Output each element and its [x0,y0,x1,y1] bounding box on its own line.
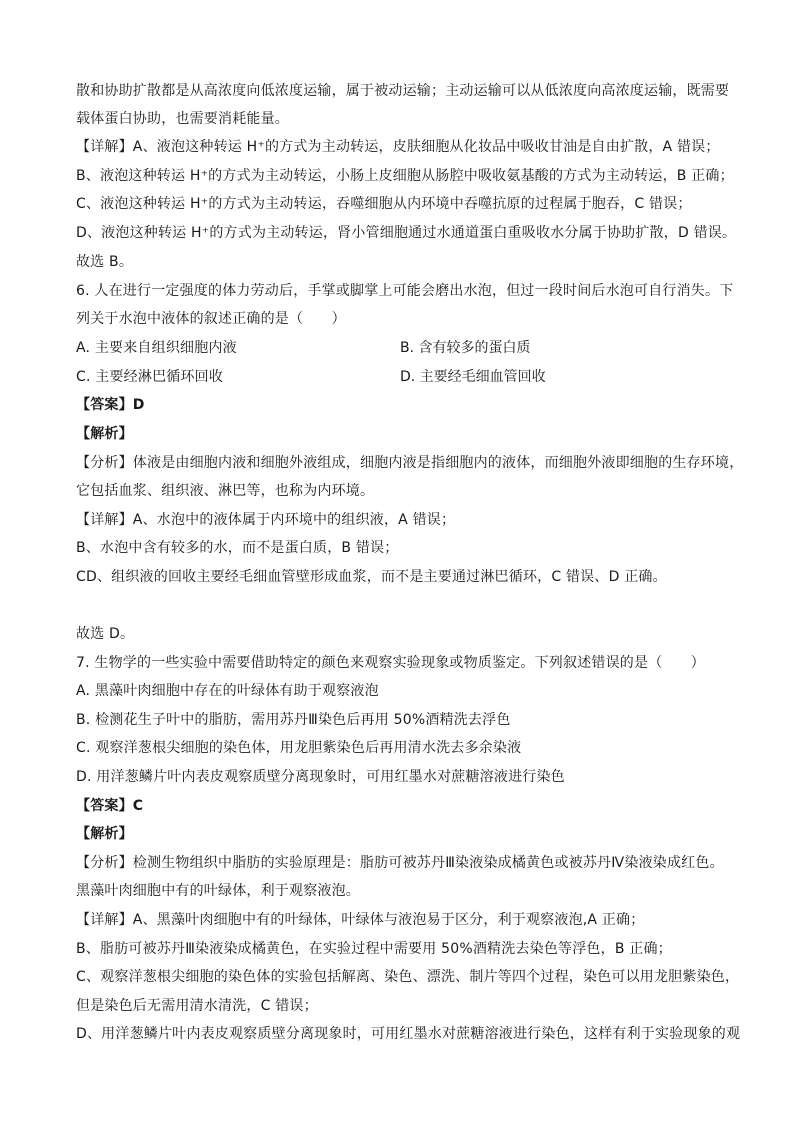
text-line: 它包括血浆、组织液、淋巴等，也称为内环境。 [76,483,375,499]
option-b: B. 检测花生子叶中的脂肪，需用苏丹Ⅲ染色后再用 50%酒精洗去浮色 [76,712,511,728]
text-line: 【分析】检测生物组织中脂肪的实验原理是：脂肪可被苏丹Ⅲ染液染成橘黄色或被苏丹Ⅳ染液染成红色。 [76,855,724,871]
text-line: B、脂肪可被苏丹Ⅲ染液染成橘黄色，在实验过程中需要用 50%酒精洗去染色等浮色，B 正确； [76,941,672,957]
text-line: C、液泡这种转运 H⁺的方式为主动转运，吞噬细胞从内环境中吞噬抗原的过程属于胞吞，C 错误； [76,196,692,212]
text-line: 载体蛋白协助，也需要消耗能量。 [76,111,289,127]
text-line: 但是染色后无需用清水清洗，C 错误； [76,998,318,1014]
question-stem: 7. 生物学的一些实验中需要借助特定的颜色来观察实验现象或物质鉴定。下列叙述错误的是（ ） [76,655,706,671]
option-d: D. 主要经毛细血管回收 [400,369,546,385]
question-stem: 列关于水泡中液体的叙述正确的是（ ） [76,311,346,327]
option-c: C. 主要经淋巴循环回收 [76,369,224,385]
text-line: 故选 B。 [76,254,134,270]
text-line: 【详解】A、水泡中的液体属于内环境中的组织液，A 错误； [76,512,456,528]
option-a: A. 主要来自组织细胞内液 [76,340,237,356]
text-line: 故选 D。 [76,626,135,642]
text-line: CD、组织液的回收主要经毛细血管壁形成血浆，而不是主要通过淋巴循环，C 错误、D 正确。 [76,569,667,585]
analysis-label: 【解析】 [76,426,133,442]
text-line: 黑藻叶肉细胞中有的叶绿体，利于观察液泡。 [76,883,360,899]
text-line: D、液泡这种转运 H⁺的方式为主动转运，肾小管细胞通过水通道蛋白重吸收水分属于协助扩散，D 错误。 [76,225,737,241]
option-b: B. 含有较多的蛋白质 [400,340,531,356]
text-line: C、观察洋葱根尖细胞的染色体的实验包括解离、染色、漂洗、制片等四个过程，染色可以用龙胆紫染色， [76,969,740,985]
text-line: B、水泡中含有较多的水，而不是蛋白质，B 错误； [76,540,399,556]
text-line: B、液泡这种转运 H⁺的方式为主动转运，小肠上皮细胞从肠腔中吸收氨基酸的方式为主动转运，B 正确； [76,168,734,184]
text-line: 散和协助扩散都是从高浓度向低浓度运输，属于被动运输；主动运输可以从低浓度向高浓度运输，既需要 [76,83,730,99]
text-line: 【详解】A、液泡这种转运 H⁺的方式为主动转运，皮肤细胞从化妆品中吸收甘油是自由扩散，A 错误； [76,139,720,155]
option-a: A. 黑藻叶肉细胞中存在的叶绿体有助于观察液泡 [76,683,379,699]
text-line: 【分析】体液是由细胞内液和细胞外液组成，细胞内液是指细胞内的液体，而细胞外液即细胞的生存环境， [76,455,744,471]
analysis-label: 【解析】 [76,826,133,842]
question-stem: 6. 人在进行一定强度的体力劳动后，手掌或脚掌上可能会磨出水泡，但过一段时间后水泡可自行消失。下 [76,283,734,299]
text-line: D、用洋葱鳞片叶内表皮观察质壁分离现象时，可用红墨水对蔗糖溶液进行染色，这样有利于实验现象的观 [76,1026,741,1042]
text-line: 【详解】A、黑藻叶肉细胞中有的叶绿体，叶绿体与液泡易于区分，利于观察液泡,A 正确； [76,912,645,928]
option-d: D. 用洋葱鳞片叶内表皮观察质壁分离现象时，可用红墨水对蔗糖溶液进行染色 [76,769,565,785]
option-c: C. 观察洋葱根尖细胞的染色体，用龙胆紫染色后再用清水洗去多余染液 [76,740,522,756]
answer-label: 【答案】D [76,397,145,413]
answer-label: 【答案】C [76,798,144,814]
